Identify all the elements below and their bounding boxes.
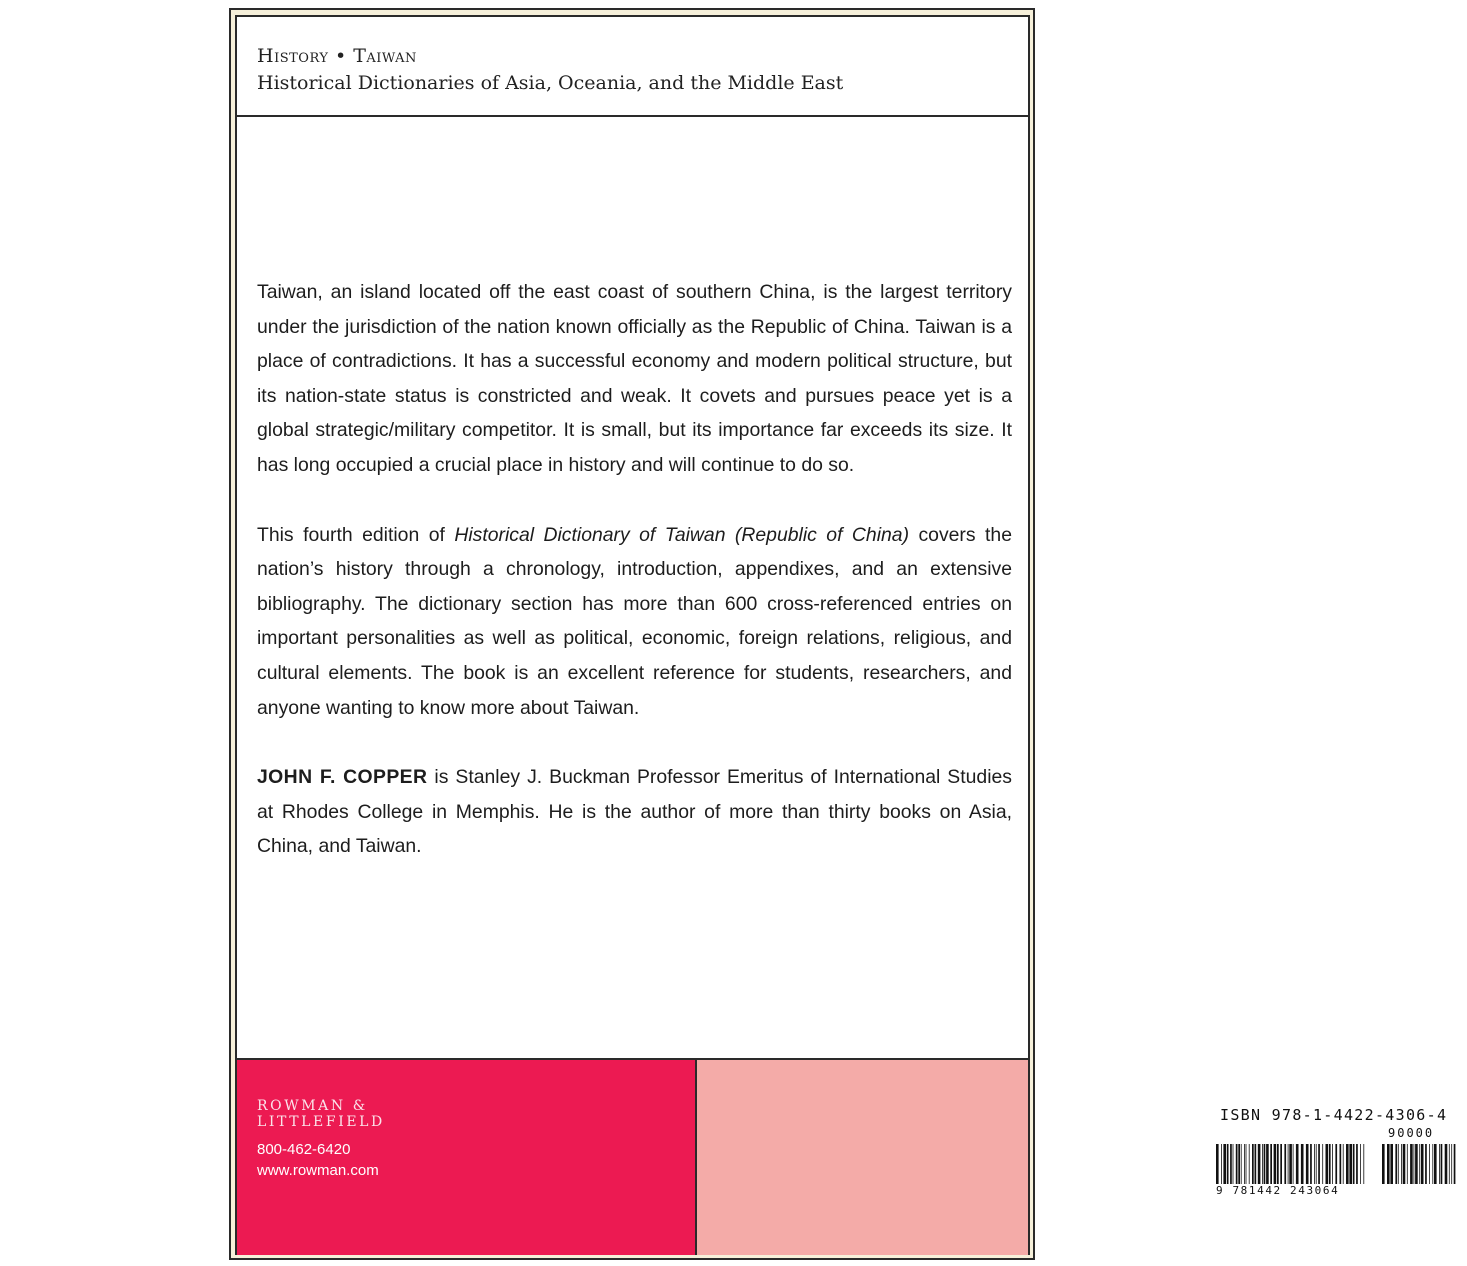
description-text — [257, 275, 1012, 899]
description-paragraph: Taiwan, an island located off the east coast of southern China, is the largest territory under the jurisdiction of the nation known officially as the Republic of China. Taiwan is a place of contradictions. It has a successful economy and modern political structure, but its nation-state status is constricted and weak. It covets and pursues peace yet is a global strategic/military competitor. It is small, but its importance far exceeds its size. It has long occupied a crucial place in history and will continue to do so. — [257, 281, 1012, 476]
addon-barcode-icon — [1382, 1144, 1457, 1184]
cover-footer — [237, 1058, 1448, 1255]
publisher-phone: 800-462-6420 — [257, 1141, 351, 1158]
series-header — [237, 17, 1028, 117]
publisher-logo — [257, 1098, 385, 1130]
edition-details: covers the nation’s history through a chronology, introduction, appendixes, and an extensive bibliography. The dictionary section has more than 600 cross-referenced entries on important personalities as well as political, economic, foreign relations, religious, and cultural elements. The book is an excellent reference for students, researchers, and anyone wanting to know more about Taiwan. — [257, 523, 1012, 719]
publisher-name-line1: ROWMAN & — [257, 1098, 368, 1114]
isbn-number: ISBN 978-1-4422-4306-4 — [1220, 1106, 1448, 1124]
publisher-panel — [237, 1060, 697, 1255]
series-title: Historical Dictionaries of Asia, Oceania, and the Middle East — [257, 72, 844, 94]
price-code: 90000 — [1388, 1126, 1435, 1140]
barcode-label — [1202, 1100, 1467, 1201]
author-bio: is Stanley J. Buckman Professor Emeritus of International Studies at Rhodes College in Memphis. He is the author of more than thirty books on Asia, China, and Taiwan. — [257, 766, 1012, 858]
category-line: History • Taiwan — [257, 45, 417, 67]
book-title: Historical Dictionary of Taiwan (Republic of China) — [454, 523, 910, 546]
publisher-website: www.rowman.com — [257, 1162, 379, 1179]
barcode-digits: 9 781442 243064 — [1216, 1184, 1340, 1197]
publisher-name-line2: LITTLEFIELD — [257, 1114, 385, 1130]
barcode-icon — [1216, 1144, 1366, 1184]
edition-intro: This fourth edition of — [257, 523, 455, 546]
edition-paragraph — [257, 518, 1012, 726]
author-name: JOHN F. COPPER — [257, 766, 428, 789]
barcode-panel — [697, 1060, 1448, 1255]
author-paragraph — [257, 760, 1012, 864]
back-cover — [235, 15, 1448, 1255]
